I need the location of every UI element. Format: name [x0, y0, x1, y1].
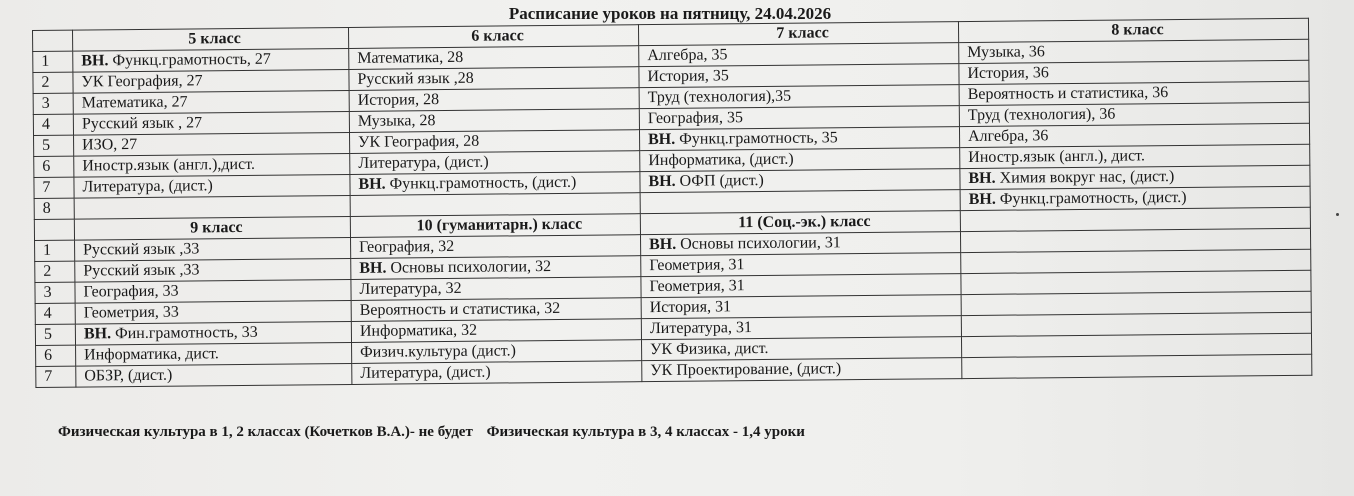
- subject-room: Алгебра, 36: [967, 127, 1049, 146]
- lesson-cell: [75, 237, 351, 261]
- subject-room: Музыка, 28: [357, 112, 436, 130]
- lesson-cell: [73, 90, 349, 114]
- extracurricular-tag: ВН.: [648, 172, 676, 191]
- subject-room: Информатика, 32: [359, 321, 478, 340]
- lesson-cell: [73, 48, 349, 72]
- extracurricular-tag: ВН.: [83, 325, 112, 343]
- class-header-11: 11 (Соц.-эк.) класс: [640, 211, 960, 235]
- lesson-number: 2: [33, 72, 73, 93]
- lesson-number: 4: [33, 114, 73, 135]
- subject-room: Русский язык ,28: [357, 69, 474, 88]
- subject-room: Иностр.язык (англ.), дист.: [968, 147, 1145, 167]
- paper-speck: [1336, 213, 1339, 216]
- subject-room: География, 35: [647, 109, 744, 128]
- extracurricular-tag: ВН.: [647, 130, 676, 149]
- lesson-cell: [640, 169, 960, 193]
- lesson-number: 3: [33, 93, 73, 114]
- subject-room: География, 32: [359, 237, 455, 256]
- lesson-number: 3: [35, 282, 75, 303]
- subject-room: Функц.грамотность, 35: [675, 129, 838, 148]
- subject-room: Информатика, дист.: [84, 345, 219, 364]
- lesson-cell: [639, 127, 959, 151]
- class-header-9: 9 класс: [74, 216, 350, 240]
- class-header-6: 6 класс: [348, 25, 638, 49]
- lesson-cell: [75, 279, 351, 303]
- lesson-cell: [351, 277, 641, 301]
- subject-room: География, 33: [83, 282, 179, 301]
- lesson-cell: [351, 319, 641, 343]
- lesson-cell: [350, 193, 640, 217]
- subject-room: Математика, 28: [357, 48, 464, 67]
- footer-note-2: Физическая культура в 3, 4 классах - 1,4 уроки: [486, 424, 805, 440]
- subject-room: УК География, 27: [81, 72, 203, 91]
- subject-room: Функц.грамотность, (дист.): [995, 188, 1187, 208]
- subject-room: Труд (технология),35: [647, 87, 792, 107]
- lesson-cell: [74, 132, 350, 156]
- subject-room: Геометрия, 33: [83, 303, 179, 322]
- lesson-cell: [75, 258, 351, 282]
- lesson-number: 8: [34, 198, 74, 219]
- subject-room: Литература, 31: [649, 319, 753, 338]
- subject-room: Геометрия, 31: [649, 256, 745, 275]
- lesson-cell: [962, 354, 1312, 378]
- subject-room: Функц.грамотность, 27: [108, 50, 271, 70]
- footer-note: [58, 424, 815, 441]
- subject-room: УК Проектирование, (дист.): [650, 360, 842, 380]
- lesson-cell: [75, 321, 351, 345]
- lesson-cell: [352, 361, 642, 385]
- lesson-number: 1: [35, 240, 75, 261]
- class-header-7: 7 класс: [638, 22, 958, 46]
- subject-room: ИЗО, 27: [82, 135, 138, 154]
- extracurricular-tag: ВН.: [968, 169, 996, 188]
- class-header-5: 5 класс: [73, 27, 349, 51]
- subject-room: Русский язык ,33: [83, 261, 200, 280]
- lesson-cell: [350, 151, 640, 175]
- subject-room: Вероятность и статистика, 32: [359, 299, 561, 319]
- lesson-number: 5: [34, 135, 74, 156]
- lesson-cell: [74, 153, 350, 177]
- header-number-cell: [33, 30, 73, 51]
- class-header-8: 8 класс: [958, 18, 1308, 42]
- subject-room: Математика, 27: [81, 93, 188, 112]
- schedule-bottom-block: [34, 207, 1312, 387]
- subject-room: Фин.грамотность, 33: [110, 323, 258, 343]
- subject-room: Литература, 32: [359, 279, 462, 298]
- subject-room: Химия вокруг нас, (дист.): [995, 168, 1175, 187]
- lesson-cell: [349, 67, 639, 91]
- lesson-cell: [640, 190, 960, 214]
- subject-room: Вероятность и статистика, 36: [967, 84, 1169, 104]
- lesson-cell: [349, 130, 639, 154]
- lesson-cell: [351, 298, 641, 322]
- subject-room: Музыка, 36: [967, 43, 1045, 62]
- subject-room: ОБЗР, (дист.): [84, 366, 173, 385]
- subject-room: Литература, (дист.): [358, 153, 489, 172]
- lesson-cell: [640, 148, 960, 172]
- lesson-cell: [352, 340, 642, 364]
- extracurricular-tag: ВН.: [968, 190, 996, 209]
- lesson-cell: [640, 232, 960, 256]
- extracurricular-tag: ВН.: [359, 259, 387, 277]
- lesson-cell: [73, 111, 349, 135]
- subject-room: Русский язык , 27: [81, 114, 203, 133]
- subject-room: История, 31: [649, 298, 732, 317]
- lesson-number: 4: [35, 303, 75, 324]
- lesson-number: 1: [33, 51, 73, 72]
- lesson-cell: [74, 174, 350, 198]
- header-number-cell: [34, 219, 74, 240]
- subject-room: Иностр.язык (англ.),дист.: [82, 155, 256, 175]
- subject-room: Информатика, (дист.): [648, 150, 794, 170]
- subject-room: Функц.грамотность, (дист.): [385, 173, 577, 193]
- subject-room: Физич.культура (дист.): [360, 342, 516, 361]
- class-header-10: 10 (гуманитарн.) класс: [350, 214, 640, 238]
- lesson-cell: [349, 109, 639, 133]
- subject-room: ОФП (дист.): [675, 171, 764, 190]
- subject-room: История, 35: [647, 67, 729, 86]
- subject-room: Литература, (дист.): [360, 363, 491, 382]
- lesson-number: 7: [36, 366, 76, 387]
- schedule-top-block: [33, 18, 1311, 219]
- lesson-cell: [76, 363, 352, 387]
- subject-room: Алгебра, 35: [647, 46, 728, 65]
- subject-room: Труд (технология), 36: [967, 105, 1116, 125]
- subject-room: Основы психологии, 32: [386, 258, 552, 277]
- subject-room: УК География, 28: [358, 132, 480, 151]
- lesson-number: 2: [35, 261, 75, 282]
- lesson-cell: [75, 300, 351, 324]
- lesson-cell: [74, 195, 350, 219]
- subject-room: Литература, (дист.): [82, 177, 213, 196]
- lesson-number: 6: [34, 156, 74, 177]
- lesson-cell: [76, 342, 352, 366]
- lesson-cell: [349, 46, 639, 70]
- lesson-cell: [349, 88, 639, 112]
- document-title: Расписание уроков на пятницу, 24.04.2026: [508, 4, 832, 23]
- extracurricular-tag: ВН.: [81, 52, 109, 70]
- extracurricular-tag: ВН.: [358, 175, 386, 193]
- lesson-cell: [73, 69, 349, 93]
- lesson-cell: [642, 358, 962, 382]
- lesson-number: 7: [34, 177, 74, 198]
- subject-room: Геометрия, 31: [649, 277, 745, 296]
- lesson-cell: [351, 256, 641, 280]
- schedule-table: [32, 18, 1312, 388]
- lesson-cell: [350, 172, 640, 196]
- subject-room: История, 28: [357, 91, 440, 109]
- lesson-number: 6: [36, 345, 76, 366]
- subject-room: Русский язык ,33: [83, 240, 200, 259]
- subject-room: История, 36: [967, 64, 1049, 83]
- lesson-cell: [351, 235, 641, 259]
- extracurricular-tag: ВН.: [649, 235, 677, 254]
- footer-note-1: Физическая культура в 1, 2 классах (Кочетков В.А.)- не будет: [58, 424, 473, 440]
- lesson-number: 5: [35, 324, 75, 345]
- subject-room: УК Физика, дист.: [650, 339, 769, 359]
- subject-room: Основы психологии, 31: [676, 234, 841, 253]
